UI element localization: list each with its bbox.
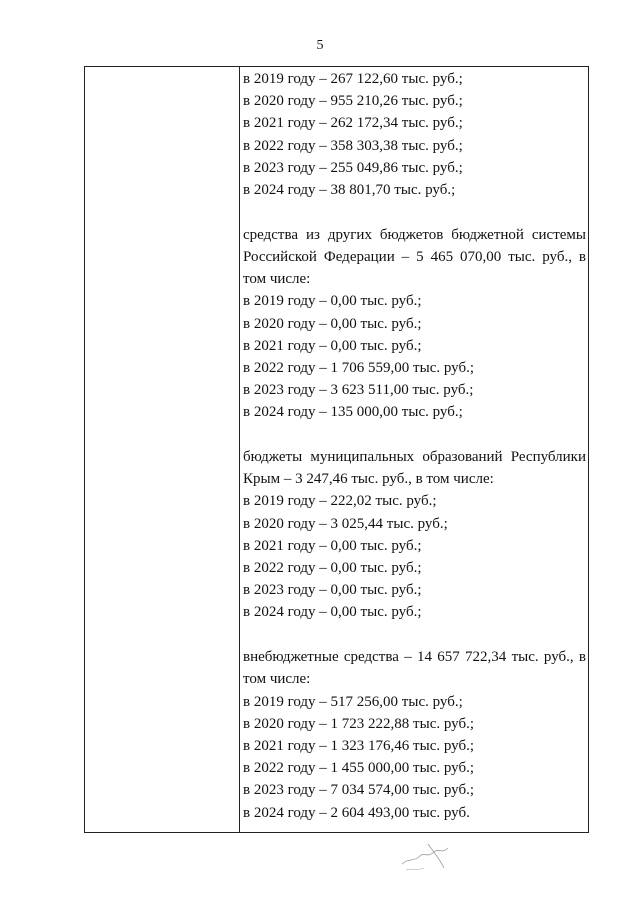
year-line: в 2023 году – 7 034 574,00 тыс. руб.; — [243, 782, 475, 799]
year-line: в 2024 году – 135 000,00 тыс. руб.; — [243, 404, 463, 421]
year-line: в 2022 году – 1 455 000,00 тыс. руб.; — [243, 760, 475, 777]
column-divider — [239, 67, 240, 832]
year-line: в 2021 году – 262 172,34 тыс. руб.; — [243, 115, 463, 132]
year-line: в 2021 году – 0,00 тыс. руб.; — [243, 537, 422, 554]
year-line: в 2023 году – 255 049,86 тыс. руб.; — [243, 159, 463, 176]
year-line: в 2021 году – 0,00 тыс. руб.; — [243, 337, 422, 354]
year-line: в 2024 году – 2 604 493,00 тыс. руб. — [243, 804, 470, 821]
year-line: в 2024 году – 0,00 тыс. руб.; — [243, 604, 422, 621]
year-line: в 2020 году – 955 210,26 тыс. руб.; — [243, 93, 463, 110]
year-line: в 2024 году – 38 801,70 тыс. руб.; — [243, 182, 456, 199]
year-line: в 2019 году – 0,00 тыс. руб.; — [243, 293, 422, 310]
section-gap — [243, 201, 586, 224]
year-line: в 2022 году – 0,00 тыс. руб.; — [243, 560, 422, 577]
section-heading: бюджеты муниципальных образований Республики Крым – 3 247,46 тыс. руб., в том числе: — [243, 449, 586, 488]
section-heading: средства из других бюджетов бюджетной системы Российской Федерации – 5 465 070,00 тыс. руб., в том числе: — [243, 226, 586, 288]
year-line: в 2021 году – 1 323 176,46 тыс. руб.; — [243, 737, 475, 754]
year-line: в 2019 году – 517 256,00 тыс. руб.; — [243, 693, 463, 710]
section-gap — [243, 424, 586, 447]
page-number: 5 — [316, 38, 324, 53]
funding-column — [243, 68, 586, 824]
year-line: в 2020 году – 0,00 тыс. руб.; — [243, 315, 422, 332]
handwritten-mark-icon — [398, 838, 468, 874]
year-line: в 2023 году – 3 623 511,00 тыс. руб.; — [243, 382, 474, 399]
year-line: в 2022 году – 1 706 559,00 тыс. руб.; — [243, 359, 475, 376]
year-line: в 2023 году – 0,00 тыс. руб.; — [243, 582, 422, 599]
year-line: в 2020 году – 3 025,44 тыс. руб.; — [243, 515, 448, 532]
section-heading: внебюджетные средства – 14 657 722,34 тыс. руб., в том числе: — [243, 649, 586, 688]
section-gap — [243, 624, 586, 647]
year-line: в 2019 году – 267 122,60 тыс. руб.; — [243, 71, 463, 87]
year-line: в 2022 году – 358 303,38 тыс. руб.; — [243, 137, 463, 154]
year-line: в 2020 году – 1 723 222,88 тыс. руб.; — [243, 715, 475, 732]
year-line: в 2019 году – 222,02 тыс. руб.; — [243, 493, 437, 510]
